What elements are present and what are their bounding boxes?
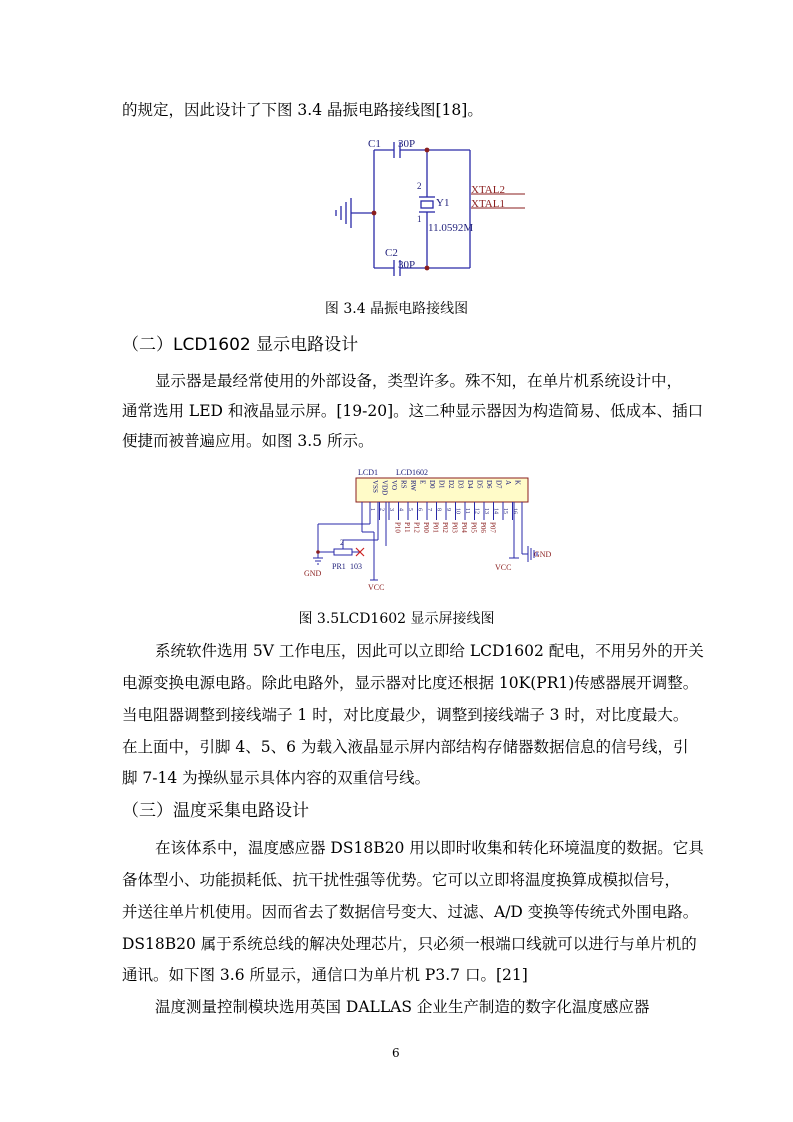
lcd-pin-number: 4 xyxy=(397,508,404,511)
c2-value: 30P xyxy=(398,259,416,271)
lcd-pin-name: D4 xyxy=(466,480,474,489)
gnd-left-label: GND xyxy=(304,569,322,578)
lcd-pin-number: 16 xyxy=(511,508,518,514)
lcd-pin-name: D1 xyxy=(437,480,446,489)
pr1-pin-label: 2 xyxy=(340,538,344,547)
y1-pin1: 1 xyxy=(417,214,422,224)
lcd-pin-number: 12 xyxy=(473,508,480,514)
lcd-pin-name: D6 xyxy=(485,480,493,489)
lcd-net-label: P12 xyxy=(412,522,421,533)
lcd-pin-name: E xyxy=(418,480,427,485)
lcd-pin-number: 7 xyxy=(426,508,432,511)
y1-pin2: 2 xyxy=(417,181,422,191)
section-3-heading: （三）温度采集电路设计 xyxy=(122,801,309,821)
lcd-paragraph-line: 电源变换电源电路。除此电路外，显示器对比度还根据 10K(PR1)传感器展开调整。 xyxy=(122,674,699,692)
section-3-para-line: 并送往单片机使用。因而省去了数据信号变大、过滤、A/D 变换等传统式外围电路。 xyxy=(122,903,699,921)
lcd-pin-name: VDD xyxy=(380,480,389,496)
xtal2-label: XTAL2 xyxy=(471,184,505,196)
lcd-net-label: P05 xyxy=(469,522,478,533)
section-3-para-line: 备体型小、功能损耗低、抗干扰性强等优势。它可以立即将温度换算成模拟信号， xyxy=(122,871,681,889)
lcd-pin-name: D3 xyxy=(456,480,465,489)
intro-text: 的规定，因此设计了下图 3.4 晶振电路接线图[18]。 xyxy=(122,101,483,119)
lcd-paragraph-line: 脚 7-14 为操纵显示具体内容的双重信号线。 xyxy=(122,769,431,787)
section-2-para-line: 显示器是最经常使用的外部设备，类型许多。殊不知，在单片机系统设计中， xyxy=(155,372,683,390)
lcd-net-label: P00 xyxy=(422,522,430,533)
crystal-circuit-diagram xyxy=(330,130,530,280)
lcd-pin-number: 8 xyxy=(435,508,442,511)
lcd-pin-name: D5 xyxy=(475,480,484,489)
y1-value: 11.0592M xyxy=(428,222,474,234)
lcd-pin-number: 1 xyxy=(369,508,375,511)
lcd-net-label: P02 xyxy=(441,522,449,533)
lcd-pin-name: A xyxy=(504,480,512,486)
lcd-net-label: P10 xyxy=(393,522,402,533)
section-3-para-line: 在该体系中，温度感应器 DS18B20 用以即时收集和转化环境温度的数据。它具 xyxy=(155,839,704,857)
lcd-pin-name: K xyxy=(513,480,522,486)
lcd-pin-name: VO xyxy=(390,480,398,491)
lcd-part-label: LCD1602 xyxy=(396,468,428,477)
lcd-pin-number: 6 xyxy=(416,508,423,511)
lcd-net-label: P11 xyxy=(403,522,411,533)
pr1-value: 103 xyxy=(350,562,362,571)
lcd-pin-name: RS xyxy=(399,480,408,489)
lcd-net-label: P03 xyxy=(450,522,459,533)
lcd-ref-label: LCD1 xyxy=(358,468,378,477)
lcd-paragraph-line: 系统软件选用 5V 工作电压，因此可以立即给 LCD1602 配电，不用另外的开关 xyxy=(155,642,704,660)
section-2-para-line: 便捷而被普遍应用。如图 3.5 所示。 xyxy=(122,432,374,450)
lcd-net-label: P01 xyxy=(431,522,440,533)
lcd-net-label: P07 xyxy=(488,522,497,533)
lcd-net-label: P06 xyxy=(479,522,487,533)
c1-value: 30P xyxy=(398,138,416,150)
lcd-pin-number: 9 xyxy=(445,508,451,511)
vcc-right-label: VCC xyxy=(495,563,512,572)
pr1-label: PR1 xyxy=(332,562,346,571)
lcd-pin-number: 5 xyxy=(407,508,413,511)
lcd-pin-name: D7 xyxy=(494,480,503,489)
figure-3-5-caption: 图 3.5LCD1602 显示屏接线图 xyxy=(298,611,495,627)
lcd-pin-number: 10 xyxy=(454,508,461,514)
vcc-left-label: VCC xyxy=(368,583,385,592)
lcd-pin-number: 15 xyxy=(502,508,508,514)
section-3-para-line: 通讯。如下图 3.6 所显示，通信口为单片机 P3.7 口。[21] xyxy=(122,966,528,984)
section-3-para-line: DS18B20 属于系统总线的解决处理芯片，只必须一根端口线就可以进行与单片机的 xyxy=(122,935,697,953)
c2-label: C2 xyxy=(385,247,398,259)
section-3-para-line: 温度测量控制模块选用英国 DALLAS 企业生产制造的数字化温度感应器 xyxy=(155,998,650,1016)
c1-label: C1 xyxy=(368,138,381,150)
lcd-pin-name: D2 xyxy=(447,480,455,489)
section-2-para-line: 通常选用 LED 和液晶显示屏。[19-20]。这二种显示器因为构造简易、低成本、插口 xyxy=(122,402,704,420)
lcd-paragraph-line: 在上面中，引脚 4、5、6 为载入液晶显示屏内部结构存储器数据信息的信号线，引 xyxy=(122,738,689,756)
lcd-paragraph-line: 当电阻器调整到接线端子 1 时，对比度最少，调整到接线端子 3 时，对比度最大。 xyxy=(122,706,689,724)
lcd1602-circuit-diagram xyxy=(298,466,558,596)
lcd-pin-number: 13 xyxy=(483,508,489,514)
y1-label: Y1 xyxy=(436,197,450,209)
page-number: 6 xyxy=(392,1046,400,1060)
lcd-net-label: P04 xyxy=(460,522,468,533)
section-2-heading: （二）LCD1602 显示电路设计 xyxy=(122,335,359,355)
lcd-pin-number: 11 xyxy=(464,508,470,514)
lcd-pin-number: 3 xyxy=(388,508,394,511)
lcd-pin-number: 14 xyxy=(492,508,499,514)
xtal1-label: XTAL1 xyxy=(471,198,505,210)
lcd-pin-number: 2 xyxy=(378,508,385,511)
lcd-pin-name: D0 xyxy=(428,480,436,489)
gnd-right-label: GND xyxy=(534,550,552,559)
figure-3-4-caption: 图 3.4 晶振电路接线图 xyxy=(324,301,469,317)
lcd-pin-name: VSS xyxy=(371,480,379,493)
lcd-pin-name: RW xyxy=(409,480,417,491)
